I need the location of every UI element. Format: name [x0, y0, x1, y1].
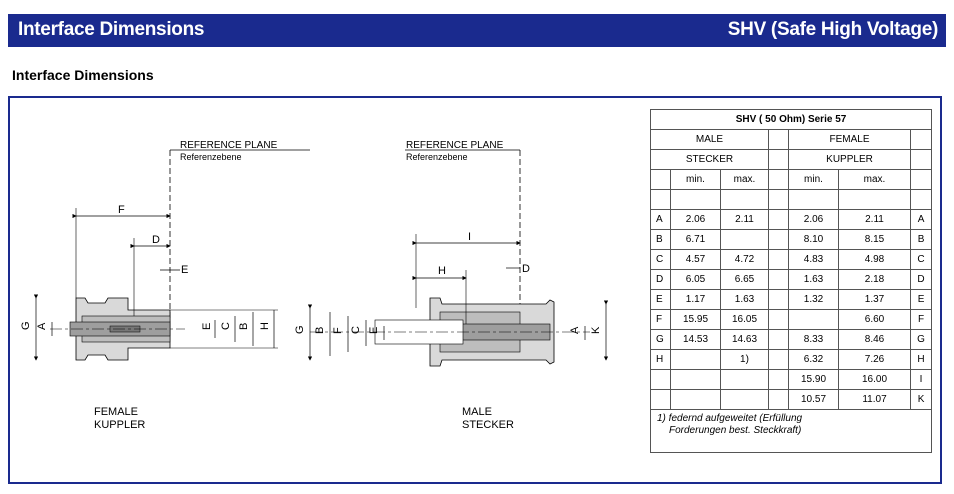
cell-mmin: 4.57: [671, 250, 721, 270]
table-row: [651, 330, 932, 350]
female-caption-line1: FEMALE: [94, 406, 139, 418]
cell-mmin: 6.71: [671, 230, 721, 250]
table-row: [651, 210, 932, 230]
dim-label-e: E: [201, 322, 213, 330]
cell-mmax: [721, 390, 769, 410]
cell-mmax: 14.63: [721, 330, 769, 350]
cell-mmin: [671, 390, 721, 410]
dim-label-c-male: C: [350, 326, 362, 334]
cell-mmax: [721, 370, 769, 390]
cell-fmax: 2.11: [839, 210, 911, 230]
cell-fmin: 1.63: [789, 270, 839, 290]
cell-l: C: [651, 250, 671, 270]
cell-l: H: [651, 350, 671, 370]
dim-label-a: A: [36, 322, 48, 330]
cell-mmin: [671, 350, 721, 370]
header-banner: [8, 14, 946, 47]
table-row: [651, 270, 932, 290]
cell-r: H: [911, 350, 932, 370]
cell-l: A: [651, 210, 671, 230]
kuppler-header: KUPPLER: [789, 150, 911, 170]
ref-plane-sublabel: Referenzebene: [180, 152, 242, 162]
male-header: MALE: [651, 130, 769, 150]
cell-r: I: [911, 370, 932, 390]
cell-fmin: 15.90: [789, 370, 839, 390]
female-caption-line2: KUPPLER: [94, 419, 146, 431]
reference-plane-right: [405, 140, 520, 308]
cell-l: [651, 390, 671, 410]
cell-mmin: 14.53: [671, 330, 721, 350]
cell-fmax: 4.98: [839, 250, 911, 270]
dim-label-g-male: G: [294, 325, 306, 334]
female-kuppler-drawing: [20, 204, 278, 360]
reference-plane-left: [170, 140, 310, 336]
cell-fmax: 2.18: [839, 270, 911, 290]
cell-l: B: [651, 230, 671, 250]
dim-label-h: H: [259, 322, 271, 330]
cell-l: F: [651, 310, 671, 330]
dim-label-g: G: [20, 321, 32, 330]
cell-fmin: 2.06: [789, 210, 839, 230]
banner-connector-type: SHV (Safe High Voltage): [727, 19, 938, 40]
dim-label-f-male: F: [332, 327, 344, 334]
cell-fmax: 7.26: [839, 350, 911, 370]
ref-plane-sublabel-right: Referenzebene: [406, 152, 468, 162]
dim-label-i: I: [468, 231, 472, 243]
cell-fmin: [789, 310, 839, 330]
dim-label-e-male: E: [368, 326, 380, 334]
dim-label-f: F: [118, 204, 125, 216]
dim-label-d-male: D: [522, 263, 530, 275]
male-caption-line1: MALE: [462, 406, 492, 418]
cell-fmax: 16.00: [839, 370, 911, 390]
cell-fmax: 6.60: [839, 310, 911, 330]
cell-fmax: 11.07: [839, 390, 911, 410]
cell-mmax: 16.05: [721, 310, 769, 330]
table-row: [651, 370, 932, 390]
table-row: [651, 250, 932, 270]
cell-l: D: [651, 270, 671, 290]
cell-mmax: 4.72: [721, 250, 769, 270]
female-min-header: min.: [789, 170, 839, 190]
cell-mmin: 15.95: [671, 310, 721, 330]
cell-mmin: 6.05: [671, 270, 721, 290]
cell-fmin: 8.10: [789, 230, 839, 250]
cell-mmax: 1): [721, 350, 769, 370]
dimensions-table: [650, 109, 932, 453]
dim-label-d: D: [152, 234, 160, 246]
cell-r: A: [911, 210, 932, 230]
cell-r: K: [911, 390, 932, 410]
cell-l: [651, 370, 671, 390]
cell-fmax: 1.37: [839, 290, 911, 310]
connector-drawing: [10, 98, 640, 482]
cell-mmax: 6.65: [721, 270, 769, 290]
female-caption: [94, 406, 145, 432]
cell-r: B: [911, 230, 932, 250]
female-header: FEMALE: [789, 130, 911, 150]
ref-plane-label: REFERENCE PLANE: [180, 140, 278, 151]
banner-title: Interface Dimensions: [18, 19, 205, 40]
cell-l: E: [651, 290, 671, 310]
dim-label-a-male: A: [569, 326, 581, 334]
table-row: [651, 290, 932, 310]
dim-label-k: K: [590, 326, 602, 334]
section-title: Interface Dimensions: [12, 67, 154, 83]
male-min-header: min.: [671, 170, 721, 190]
male-caption-line2: STECKER: [462, 419, 514, 431]
cell-r: G: [911, 330, 932, 350]
cell-mmin: 1.17: [671, 290, 721, 310]
cell-fmin: 8.33: [789, 330, 839, 350]
cell-fmin: 10.57: [789, 390, 839, 410]
table-row: [651, 230, 932, 250]
table-row: [651, 310, 932, 330]
table-row: [651, 390, 932, 410]
ref-plane-label-right: REFERENCE PLANE: [406, 140, 504, 151]
cell-fmax: 8.15: [839, 230, 911, 250]
dim-label-h-male: H: [438, 265, 446, 277]
cell-r: F: [911, 310, 932, 330]
cell-fmin: 1.32: [789, 290, 839, 310]
male-caption: [462, 406, 514, 432]
cell-r: E: [911, 290, 932, 310]
dim-label-e-top: E: [181, 264, 189, 276]
cell-fmax: 8.46: [839, 330, 911, 350]
table-row: [651, 350, 932, 370]
cell-mmin: 2.06: [671, 210, 721, 230]
cell-r: D: [911, 270, 932, 290]
cell-mmin: [671, 370, 721, 390]
dim-label-c: C: [220, 322, 232, 330]
male-stecker-drawing: [294, 231, 606, 366]
cell-r: C: [911, 250, 932, 270]
footnote-line1: 1) federnd aufgeweitet (Erfüllung: [657, 413, 803, 424]
cell-fmin: 4.83: [789, 250, 839, 270]
table-footnote: [651, 410, 932, 453]
stecker-header: STECKER: [651, 150, 769, 170]
dim-label-b-male: B: [314, 326, 326, 334]
cell-l: G: [651, 330, 671, 350]
dim-label-b: B: [238, 322, 250, 330]
male-max-header: max.: [721, 170, 769, 190]
table-title: SHV ( 50 Ohm) Serie 57: [651, 110, 932, 130]
footnote-line2: Forderungen best. Steckkraft): [669, 425, 802, 436]
cell-mmax: [721, 230, 769, 250]
cell-fmin: 6.32: [789, 350, 839, 370]
female-max-header: max.: [839, 170, 911, 190]
cell-mmax: 2.11: [721, 210, 769, 230]
cell-mmax: 1.63: [721, 290, 769, 310]
